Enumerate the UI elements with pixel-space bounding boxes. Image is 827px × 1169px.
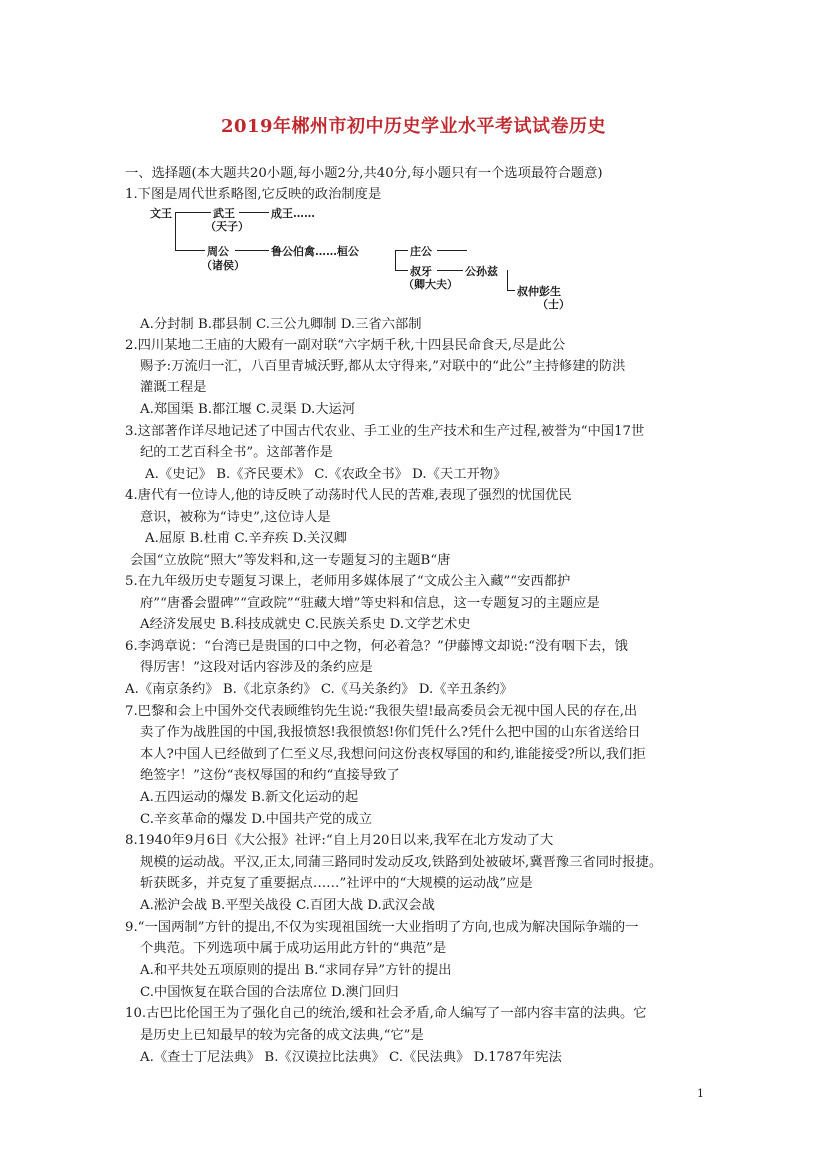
connector — [437, 250, 467, 251]
text-line: 2.四川某地二王庙的大殿有一副对联“六字炳千秋,十四县民命食天,尽是此公 — [125, 338, 566, 353]
text-line: 会国“立放院“照大”等发料和,这一专题复习的主题B“唐 — [130, 553, 451, 568]
connector — [175, 212, 211, 213]
node-wenwang: 文王 — [150, 207, 172, 220]
text-line: 7.巴黎和会上中国外交代表顾维钧先生说:“我很失望!最高委员会无视中国人民的存在,出 — [125, 704, 638, 719]
node-zhougong: 周公 — [207, 245, 229, 258]
text-line: 规模的运动战。平汉,正太,同蒲三路同时发动反攻,铁路到处被破坏,冀晋豫三省同时报捷。 — [140, 855, 663, 870]
text-line: 得厉害！”这段对话内容涉及的条约应是 — [140, 660, 373, 675]
text-line: 9.“一国两制”方针的提出,不仅为实现祖国统一大业指明了方向,也成为解决国际争端的一 — [125, 920, 639, 935]
text-line: 斩获既多，并克复了重要据点……”社评中的“大规模的运动战”应是 — [140, 876, 533, 891]
text-line: 赐予:万流归一汇，八百里青城沃野,都从太守得来,”对联中的“此公”主持修建的防洪 — [140, 359, 626, 374]
node-shuya: 叔牙 — [410, 265, 432, 278]
node-qingdafu: （卿大夫） — [403, 278, 458, 291]
text-line: 个典范。下列选项中属于成功运用此方针的“典范”是 — [140, 941, 447, 956]
node-wuwang: 武王 — [213, 207, 235, 220]
node-gongsunzi: 公孙兹 — [465, 265, 498, 278]
text-line: 绝签字！”这份“丧权辱国的和约“直接导致了 — [140, 768, 400, 783]
text-line: A.《南京条约》 B.《北京条约》 C.《马关条约》 D.《辛丑条约》 — [125, 682, 513, 697]
connector — [507, 270, 508, 290]
text-line: 1.下图是周代世系略图,它反映的政治制度是 — [125, 187, 382, 202]
node-zhuhou: （诸侯） — [201, 259, 245, 272]
text-line: 是历史上已知最早的较为完备的成文法典,“它”是 — [140, 1028, 424, 1043]
node-lugong: 鲁公伯禽……桓公 — [271, 245, 359, 258]
page-number: 1 — [697, 1087, 704, 1100]
text-line: 本人?中国人已经做到了仁至义尽,我想问问这份丧权辱国的和约,谁能接受?所以,我们拒 — [140, 747, 646, 762]
text-line: A.五四运动的爆发 B.新文化运动的起 — [140, 790, 359, 805]
zhou-lineage-diagram — [145, 205, 625, 315]
text-line: A.淞沪会战 B.平型关战役 C.百团大战 D.武汉会战 — [140, 898, 435, 913]
text-line: A.分封制 B.郡县制 C.三公九卿制 D.三省六部制 — [140, 317, 422, 332]
page-title: 2019年郴州市初中历史学业水平考试试卷历史 — [220, 116, 607, 137]
connector — [239, 212, 269, 213]
node-zhuanggong: 庄公 — [410, 245, 432, 258]
text-line: A.屈原 B.杜甫 C.辛弃疾 D.关汉卿 — [145, 531, 347, 546]
text-line: 5.在九年级历史专题复习课上，老师用多媒体展了“文成公主入藏”“安西都护 — [125, 574, 571, 589]
text-line: 卖了作为战胜国的中国,我报愤怒!我很愤怒!你们凭什么?凭什么把中国的山东省送给日 — [140, 725, 641, 740]
text-line: 4.唐代有一位诗人,他的诗反映了动荡时代人民的苦难,表现了强烈的忧国优民 — [125, 488, 572, 503]
node-tianzi: （天子） — [205, 220, 249, 233]
text-line: 灌溉工程是 — [140, 380, 207, 395]
text-line: 10.古巴比伦国王为了强化自己的统治,缓和社会矛盾,命人编写了一部内容丰富的法典。它 — [125, 1006, 647, 1021]
connector — [437, 270, 463, 271]
text-line: A.和平共处五项原则的提出 B.“求同存异”方针的提出 — [140, 963, 452, 978]
text-line: A.《史记》 B.《齐民要术》 C.《农政全书》 D.《天工开物》 — [145, 467, 507, 482]
section-heading: 一、选择题(本大题共20小题,每小题2分,共40分,每小题只有一个选项最符合题意) — [125, 166, 603, 181]
text-line: 府”“唐番会盟碑”“宣政院”“驻藏大增”等史料和信息，这一专题复习的主题应是 — [140, 596, 600, 611]
text-line: C.辛亥革命的爆发 D.中国共产党的成立 — [140, 812, 373, 827]
connector — [395, 250, 408, 251]
connector — [507, 290, 515, 291]
text-line: A经济发展史 B.科技成就史 C.民族关系史 D.文学艺术史 — [140, 617, 471, 632]
text-line: 8.1940年9月6日《大公报》社评:“自上月20日以来,我军在北方发动了大 — [125, 833, 554, 848]
connector — [395, 270, 408, 271]
node-chengwang: 成王…… — [271, 207, 315, 220]
text-line: 意识，被称为“诗史”,这位诗人是 — [140, 510, 331, 525]
node-shi: （士） — [537, 298, 570, 311]
connector — [175, 250, 205, 251]
text-line: C.中国恢复在联合国的合法席位 D.澳门回归 — [140, 985, 399, 1000]
connector — [395, 250, 396, 270]
connector — [175, 212, 176, 250]
text-line: 6.李鸿章说：“台湾已是贵国的口中之物，何必着急？”伊藤博文却说:“没有咽下去，饿 — [125, 639, 628, 654]
node-shuzhong: 叔仲彭生 — [517, 285, 561, 298]
text-line: 3.这部著作详尽地记述了中国古代农业、手工业的生产技术和生产过程,被誉为“中国17世 — [125, 424, 645, 439]
connector — [235, 250, 269, 251]
text-line: 纪的工艺百科全书”。这部著作是 — [140, 445, 333, 460]
text-line: A.《查士丁尼法典》 B.《汉谟拉比法典》 C.《民法典》 D.1787年宪法 — [140, 1050, 562, 1065]
text-line: A.郑国渠 B.都江堰 C.灵渠 D.大运河 — [140, 402, 356, 417]
